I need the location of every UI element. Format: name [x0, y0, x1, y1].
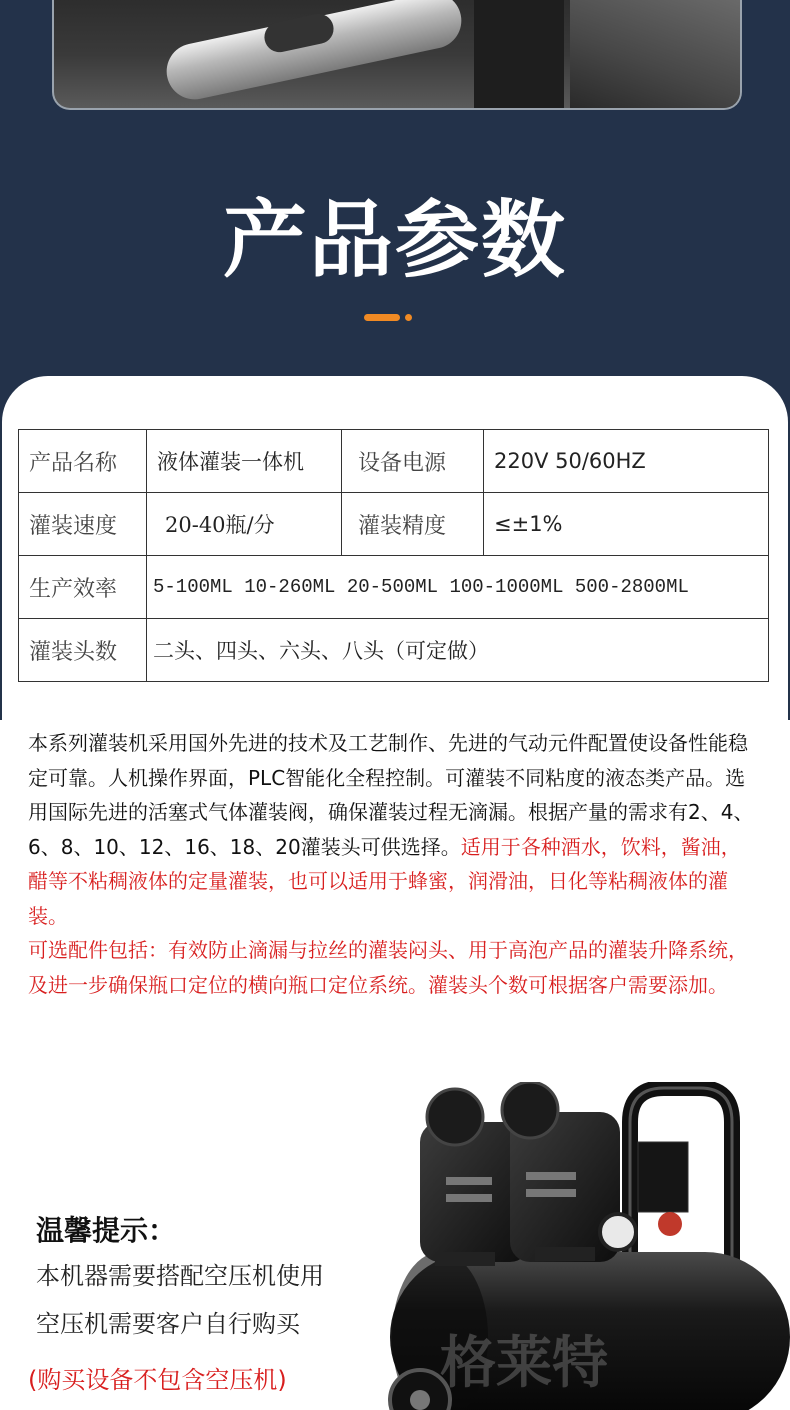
table-row	[19, 493, 769, 556]
product-description	[28, 726, 760, 1002]
spec-key: 产品名称	[19, 430, 147, 493]
photo-metal-plate	[570, 0, 740, 108]
spec-key: 灌装精度	[342, 493, 484, 556]
spec-value: 220V 50/60HZ	[484, 430, 769, 493]
tip-title: 温馨提示：	[36, 1214, 177, 1247]
table-row	[19, 619, 769, 682]
title-accent-dash	[364, 314, 400, 321]
tip-line: 本机器需要搭配空压机使用	[36, 1262, 324, 1290]
spec-value: 液体灌装一体机	[147, 430, 342, 493]
spec-key: 生产效率	[19, 556, 147, 619]
tip-line: 空压机需要客户自行购买	[36, 1310, 300, 1338]
table-row	[19, 556, 769, 619]
spec-table	[18, 429, 769, 682]
tip-note: (购买设备不包含空压机)	[28, 1366, 287, 1394]
product-detail-photo	[52, 0, 742, 110]
spec-value: 20-40瓶/分	[147, 493, 342, 556]
spec-value: 二头、四头、六头、八头（可定做）	[147, 619, 769, 682]
title-accent-dot	[405, 314, 412, 321]
watermark-text: 格莱特	[440, 1331, 608, 1396]
description-text: 本系列灌装机采用国外先进的技术及工艺制作、先进的气动元件配置使设备性能稳定可靠。人机操作界面，PLC智能化全程控制。可灌装不同粘度的液态类产品。选用国际先进的活塞式气体灌装阀，确保灌装过程无滴漏。根据产量的需求有2、4、6、8、10、12、16、18、20灌装头可供选择。	[28, 731, 754, 859]
spec-value: ≤±1%	[484, 493, 769, 556]
spec-key: 灌装头数	[19, 619, 147, 682]
spec-key: 设备电源	[342, 430, 484, 493]
photo-dark-block	[474, 0, 564, 108]
optional-accessories-text: 可选配件包括：有效防止滴漏与拉丝的灌装闷头、用于高泡产品的灌装升降系统，及进一步确保瓶口定位的横向瓶口定位系统。灌装头个数可根据客户需要添加。	[28, 938, 748, 997]
section-title: 产品参数	[222, 191, 567, 289]
description-highlight: 适用于各种酒水，饮料，酱油，醋等不粘稠液体的定量灌装，也可以适用于蜂蜜，润滑油，日化等粘稠液体的灌装。	[28, 834, 741, 928]
table-row	[19, 430, 769, 493]
spec-value: 5-100ML 10-260ML 20-500ML 100-1000ML 500-2800ML	[147, 556, 769, 619]
spec-key: 灌装速度	[19, 493, 147, 556]
air-compressor-illustration	[380, 1082, 790, 1410]
warm-tip	[28, 1210, 396, 1406]
